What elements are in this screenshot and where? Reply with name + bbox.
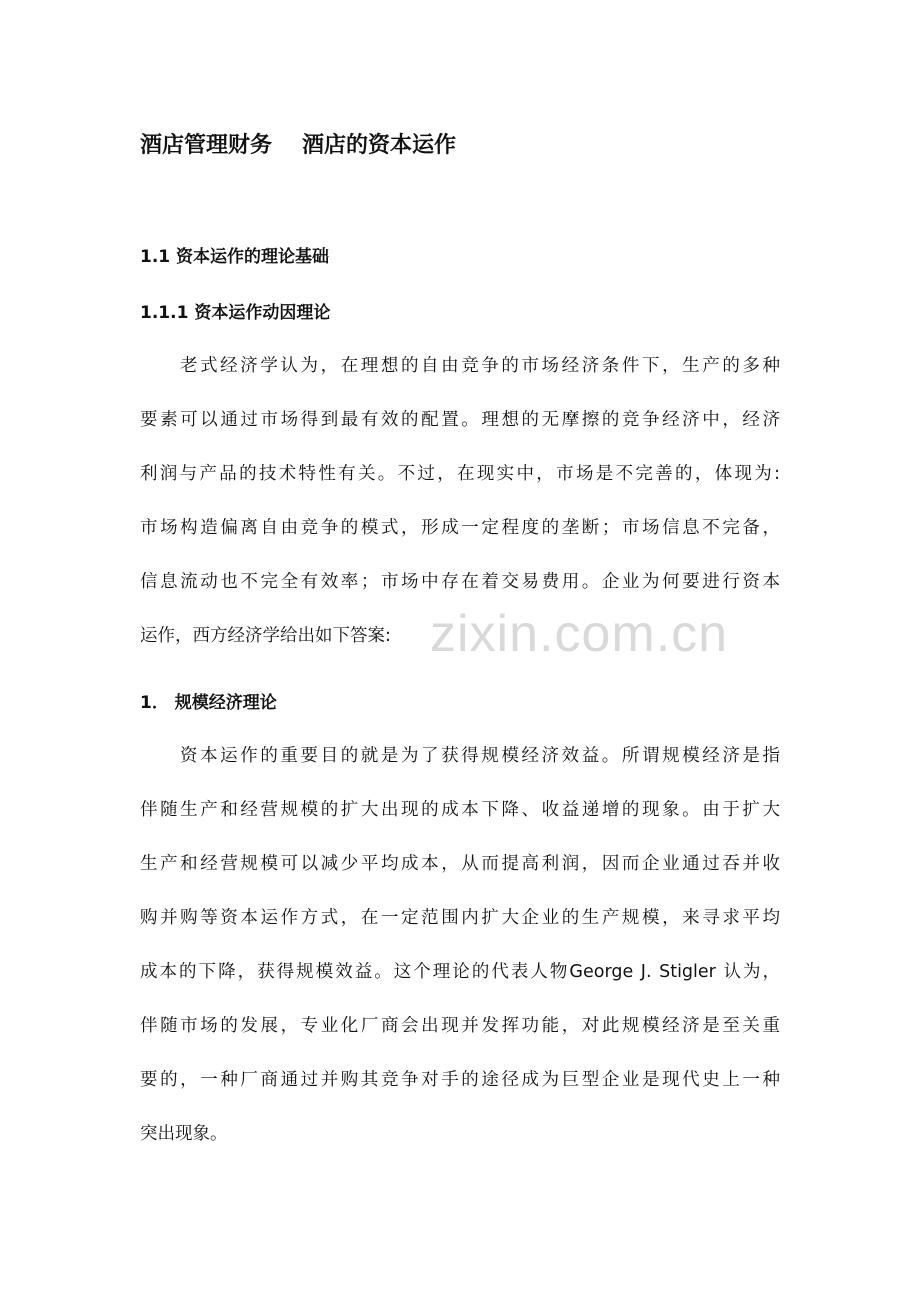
title-right: 酒店的资本运作	[302, 133, 457, 158]
title-left: 酒店管理财务	[140, 133, 273, 158]
paragraph-line: 市场构造偏离自由竞争的模式，形成一定程度的垄断；市场信息不完备，	[140, 518, 780, 538]
paragraph-scale-economy	[140, 729, 780, 1161]
section-number: 1.1.1	[140, 303, 189, 323]
watermark: zixin.com.cn	[430, 605, 729, 663]
section-heading-scale-economy	[140, 688, 277, 713]
section-heading-1-1-1	[140, 298, 330, 323]
paragraph-line: 购并购等资本运作方式，在一定范围内扩大企业的生产规模，来寻求平均	[140, 908, 780, 928]
paragraph-line: 利润与产品的技术特性有关。不过，在现实中，市场是不完善的，体现为:	[140, 464, 780, 484]
section-title: 规模经济理论	[174, 693, 277, 713]
paragraph-line: 资本运作的重要目的就是为了获得规模经济效益。所谓规模经济是指	[180, 746, 780, 766]
section-title: 资本运作动因理论	[194, 303, 331, 323]
paragraph-line: 信息流动也不完全有效率；市场中存在着交易费用。企业为何要进行资本	[140, 572, 780, 592]
section-number: 1．	[140, 693, 169, 713]
paragraph-line: 运作，西方经济学给出如下答案:	[140, 626, 391, 646]
paragraph-line: 老式经济学认为，在理想的自由竞争的市场经济条件下，生产的多种	[180, 356, 780, 376]
paragraph-line: 要素可以通过市场得到最有效的配置。理想的无摩擦的竞争经济中，经济	[140, 410, 780, 430]
section-title: 资本运作的理论基础	[176, 247, 330, 267]
paragraph-line: 要的，一种厂商通过并购其竞争对手的途径成为巨型企业是现代史上一种	[140, 1070, 780, 1090]
paragraph-market-theory	[140, 339, 780, 663]
paragraph-line: 成本的下降，获得规模效益。这个理论的代表人物George J. Stigler 认为，	[140, 962, 780, 982]
section-heading-1-1	[140, 242, 329, 267]
paragraph-line: 伴随市场的发展，专业化厂商会出现并发挥功能，对此规模经济是至关重	[140, 1016, 780, 1036]
section-number: 1.1	[140, 247, 171, 267]
document-title	[140, 128, 456, 159]
paragraph-line: 生产和经营规模可以减少平均成本，从而提高利润，因而企业通过吞并收	[140, 854, 780, 874]
paragraph-line: 伴随生产和经营规模的扩大出现的成本下降、收益递增的现象。由于扩大	[140, 800, 780, 820]
paragraph-line: 突出现象。	[140, 1124, 228, 1144]
